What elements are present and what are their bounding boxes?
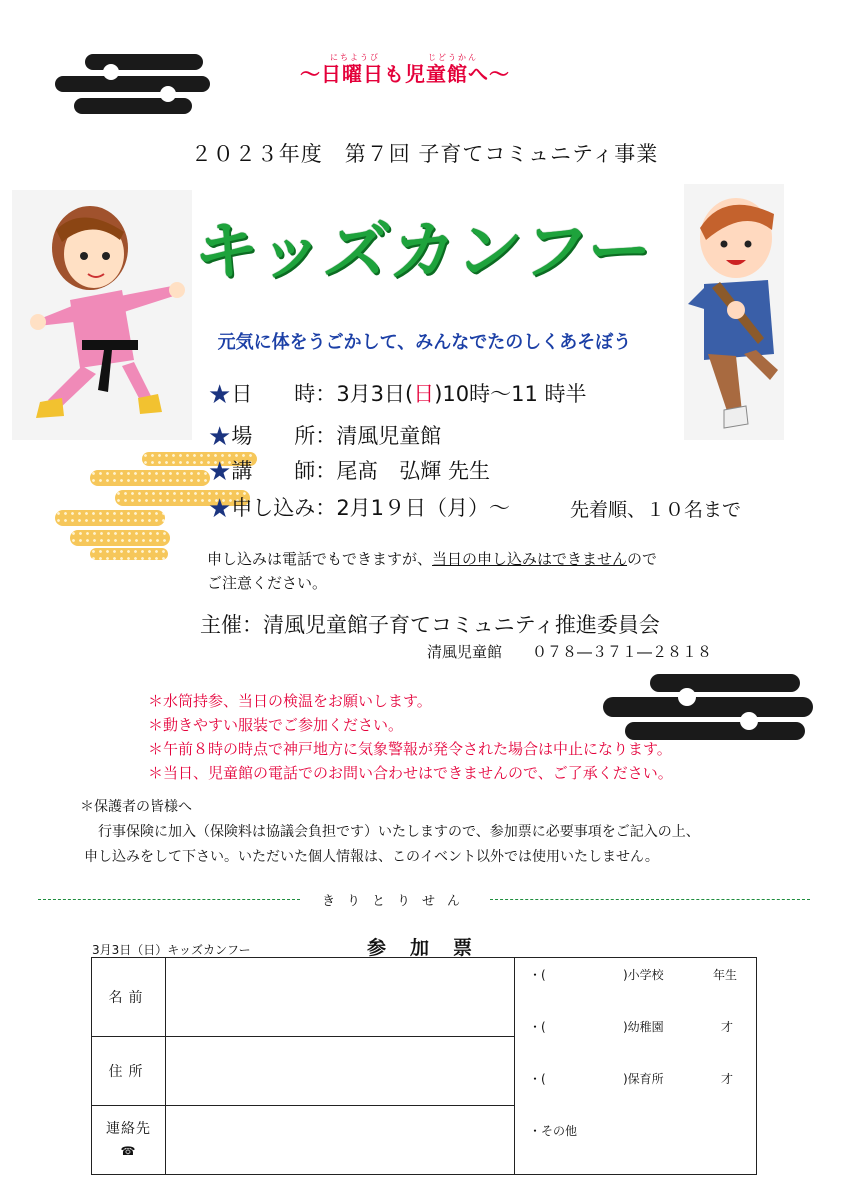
option-nursery-type: )保育所: [623, 1072, 664, 1086]
option-kindergarten[interactable]: ・(: [529, 1020, 546, 1034]
apply-row: [208, 492, 510, 524]
notice-underlined: 当日の申し込みはできません: [432, 550, 628, 568]
phone-notice: [207, 547, 657, 595]
cut-line-left: [38, 899, 300, 900]
contact-label: 連絡先: [106, 1120, 151, 1137]
date-value-pre: 3月3日(: [336, 382, 414, 406]
event-title: キッズカンフー: [189, 215, 659, 289]
date-value-post: )10時～11 時半: [434, 382, 587, 406]
event-slogan: 元気に体をうごかして、みんなでたのしくあそぼう: [217, 332, 632, 353]
school-section: [515, 958, 757, 1175]
guardian-notice: [80, 795, 700, 870]
apply-value: 2月1９日（月）～: [336, 496, 511, 520]
option-elementary-unit: 年生: [713, 968, 738, 982]
guardian-line: 行事保険に加入（保険料は協議会負担です）いたしますので、参加票に必要事項をご記入の上、: [98, 824, 700, 840]
contact-field[interactable]: [166, 1105, 515, 1174]
guardian-heading: ＊保護者の皆様へ: [80, 799, 192, 815]
organizer-phone: 清風児童館 ０７８―３７１―２８１８: [427, 643, 713, 661]
notice-text: 申し込みは電話でもできますが、: [207, 550, 433, 568]
place-label: 場 所：: [231, 424, 337, 448]
place-value: 清風児童館: [336, 424, 442, 448]
option-nursery[interactable]: ・(: [529, 1072, 546, 1086]
form-title: 参加票: [367, 937, 497, 959]
form-caption: 3月3日（日）キッズカンフー: [92, 943, 251, 957]
phone-icon: ☎: [120, 1143, 137, 1158]
cut-line-right: [490, 899, 810, 900]
option-other[interactable]: ・その他: [529, 1124, 578, 1138]
address-field[interactable]: [166, 1036, 515, 1105]
organizer: 主催：清風児童館子育てコミュニティ推進委員会: [200, 613, 660, 637]
caution-note: ＊午前８時の時点で神戸地方に気象警報が発令された場合は中止になります。: [148, 740, 672, 758]
name-label: 名前: [92, 958, 166, 1037]
option-kindergarten-type: )幼稚園: [623, 1020, 664, 1034]
star-icon: ★: [208, 457, 232, 487]
address-label: 住所: [92, 1036, 166, 1105]
caution-note: ＊動きやすい服装でご参加ください。: [148, 716, 404, 734]
teacher-value: 尾髙 弘輝 先生: [336, 459, 490, 483]
caution-note: ＊当日、児童館の電話でのお問い合わせはできませんので、ご了承ください。: [148, 764, 673, 782]
option-elementary-type: )小学校: [623, 968, 664, 982]
date-row: [208, 378, 587, 410]
star-icon: ★: [208, 494, 232, 524]
notice-line2: ご注意ください。: [207, 574, 328, 592]
guardian-line: 申し込みをして下さい。いただいた個人情報は、このイベント以外では使用いたしません。: [84, 849, 659, 865]
option-nursery-unit: 才: [721, 1072, 734, 1086]
caution-notes: [148, 689, 673, 785]
apply-label: 申し込み：: [231, 496, 337, 520]
star-icon: ★: [208, 380, 232, 410]
option-elementary[interactable]: ・(: [529, 968, 546, 982]
caution-note: ＊水筒持参、当日の検温をお願いします。: [148, 692, 432, 710]
subtitle-ruby-sunday: にちようび: [330, 53, 380, 62]
date-label: 日 時：: [231, 382, 337, 406]
place-row: [208, 420, 441, 452]
teacher-label: 講 師：: [231, 459, 337, 483]
notice-text-end: ので: [627, 550, 658, 568]
cut-line-label: きりとりせん: [322, 894, 473, 909]
option-kindergarten-unit: 才: [721, 1020, 734, 1034]
teacher-row: [208, 455, 490, 487]
contact-label-cell: [92, 1105, 166, 1174]
apply-capacity: 先着順、１０名まで: [570, 499, 742, 521]
star-icon: ★: [208, 422, 232, 452]
name-field[interactable]: [166, 958, 515, 1037]
registration-form: [91, 957, 757, 1175]
top-subtitle: ～日曜日も児童館へ～: [300, 62, 510, 86]
date-value-day: 日: [413, 382, 435, 406]
program-heading: ２０２３年度 第７回 子育てコミュニティ事業: [190, 142, 659, 166]
subtitle-ruby-jidoukan: じどうかん: [428, 53, 478, 62]
